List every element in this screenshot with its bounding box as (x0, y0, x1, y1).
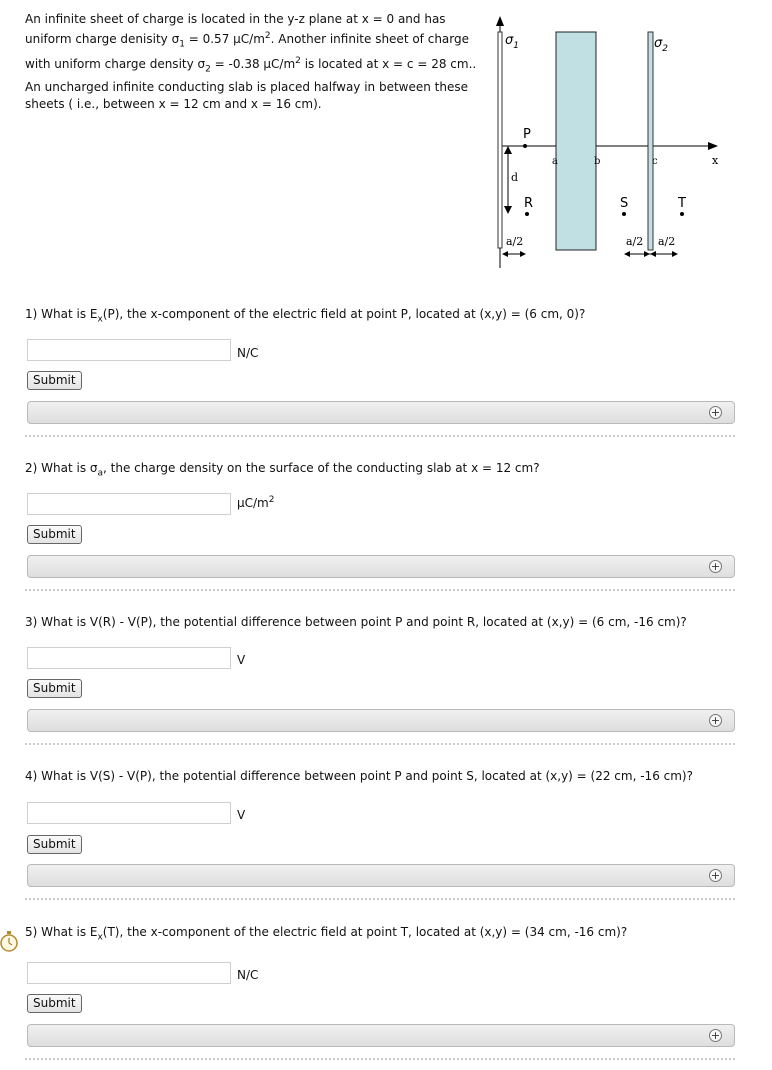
x-axis-label: x (712, 154, 719, 167)
label-b: b (594, 156, 601, 167)
question-1-text: 1) What is $E_x(P)$, the x-component of the electric field at point P, located at (x,y) = (6 cm, 0)? (25, 307, 586, 325)
answer-input-5[interactable] (27, 962, 231, 984)
answer-input-2[interactable] (27, 493, 231, 515)
d-arrow-down-icon (504, 206, 512, 214)
half-a-label-left: a/2 (506, 235, 524, 248)
divider (25, 898, 735, 900)
arrowhead-icon (644, 251, 650, 257)
arrowhead-icon (520, 251, 526, 257)
label-d: d (511, 171, 519, 184)
intro-text-3: . Another infinite sheet of charge with uniform charge density σ (25, 32, 469, 72)
sigma2-subscript: 2 (205, 64, 211, 75)
problem-statement (25, 11, 495, 113)
intro-text-2: = 0.57 μC/m (184, 32, 265, 46)
hint-bar-3[interactable] (27, 709, 735, 732)
unit-superscript-1: 2 (264, 31, 271, 41)
arrowhead-icon (624, 251, 630, 257)
arrowhead-icon (650, 251, 656, 257)
answer-input-3[interactable] (27, 647, 231, 669)
label-c: c (652, 156, 658, 167)
expand-plus-icon[interactable]: + (710, 406, 721, 419)
question-5-text: 5) What is $E_x(T)$, the x-component of the electric field at point T, located at (x,y) = (34 cm, -16 cm)? (25, 925, 628, 943)
question-2-text: 2) What is $\sigma_a$, the charge density on the surface of the conducting slab at x = 12 cm? (25, 461, 540, 479)
arrowhead-icon (672, 251, 678, 257)
unit-label-4: V (237, 808, 246, 822)
point-r (525, 212, 529, 216)
hint-bar-1[interactable] (27, 401, 735, 424)
answer-input-4[interactable] (27, 802, 231, 824)
hint-bar-4[interactable] (27, 864, 735, 887)
half-a-label-t: a/2 (658, 235, 676, 248)
d-arrow-up-icon (504, 146, 512, 154)
unit-label-5: N/C (237, 968, 259, 982)
hint-bar-2[interactable] (27, 555, 735, 578)
unit-superscript-2: 2 (295, 56, 301, 67)
question-3-text: 3) What is V(R) - V(P), the potential difference between point P and point R, located at (x,y) = (6 cm, -16 cm)? (25, 615, 687, 629)
sheet-2 (648, 32, 653, 250)
unit-label-3: V (237, 653, 246, 667)
divider (25, 435, 735, 437)
intro-text-5: is located at x = c = 28 cm.. An uncharged infinite conducting slab is placed halfway in between these sheets ( i.e., between x = 12 cm and x = 16 cm). (25, 57, 477, 111)
half-a-label-s: a/2 (626, 235, 644, 248)
submit-button-2[interactable]: Submit (27, 525, 82, 544)
sigma1-label: $\sigma_1$ (505, 33, 519, 51)
y-axis-arrow-icon (496, 16, 504, 26)
intro-text-1: An infinite sheet of charge is located in the y-z plane at x = 0 and has uniform charge denisity σ (25, 12, 446, 46)
submit-button-4[interactable]: Submit (27, 835, 82, 854)
expand-plus-icon[interactable]: + (710, 560, 721, 573)
divider (25, 743, 735, 745)
sigma1-subscript: 1 (179, 39, 185, 50)
question-1 (25, 307, 745, 419)
label-p: P (523, 127, 531, 142)
expand-plus-icon[interactable]: + (710, 1029, 721, 1042)
unit-label-1: N/C (237, 346, 259, 360)
unit-label-2: $\mu C/m^2$ (237, 495, 275, 510)
arrowhead-icon (502, 251, 508, 257)
intro-text-4: = -0.38 μC/m (210, 57, 296, 72)
expand-plus-icon[interactable]: + (710, 714, 721, 727)
question-4-text: 4) What is V(S) - V(P), the potential difference between point P and point S, located at (x,y) = (22 cm, -16 cm)? (25, 769, 693, 783)
sigma2-label: $\sigma_2$ (654, 36, 668, 54)
stopwatch-icon (0, 930, 20, 954)
question-5 (25, 925, 745, 1042)
question-4 (25, 769, 745, 882)
sheet-1 (498, 32, 502, 248)
label-a: a (552, 156, 558, 167)
label-s: S (620, 196, 629, 211)
answer-input-1[interactable] (27, 339, 231, 361)
submit-button-3[interactable]: Submit (27, 679, 82, 698)
submit-button-5[interactable]: Submit (27, 994, 82, 1013)
conducting-slab (556, 32, 596, 250)
label-t: T (678, 196, 686, 211)
submit-button-1[interactable]: Submit (27, 371, 82, 390)
point-s (622, 212, 626, 216)
charge-sheets-diagram (490, 14, 730, 272)
divider (25, 589, 735, 591)
expand-plus-icon[interactable]: + (710, 869, 721, 882)
point-t (680, 212, 684, 216)
label-r: R (524, 196, 534, 211)
hint-bar-5[interactable] (27, 1024, 735, 1047)
point-p (523, 144, 527, 148)
divider (25, 1058, 735, 1060)
x-axis-arrow-icon (708, 142, 718, 150)
question-2 (25, 461, 745, 573)
question-3 (25, 615, 745, 727)
